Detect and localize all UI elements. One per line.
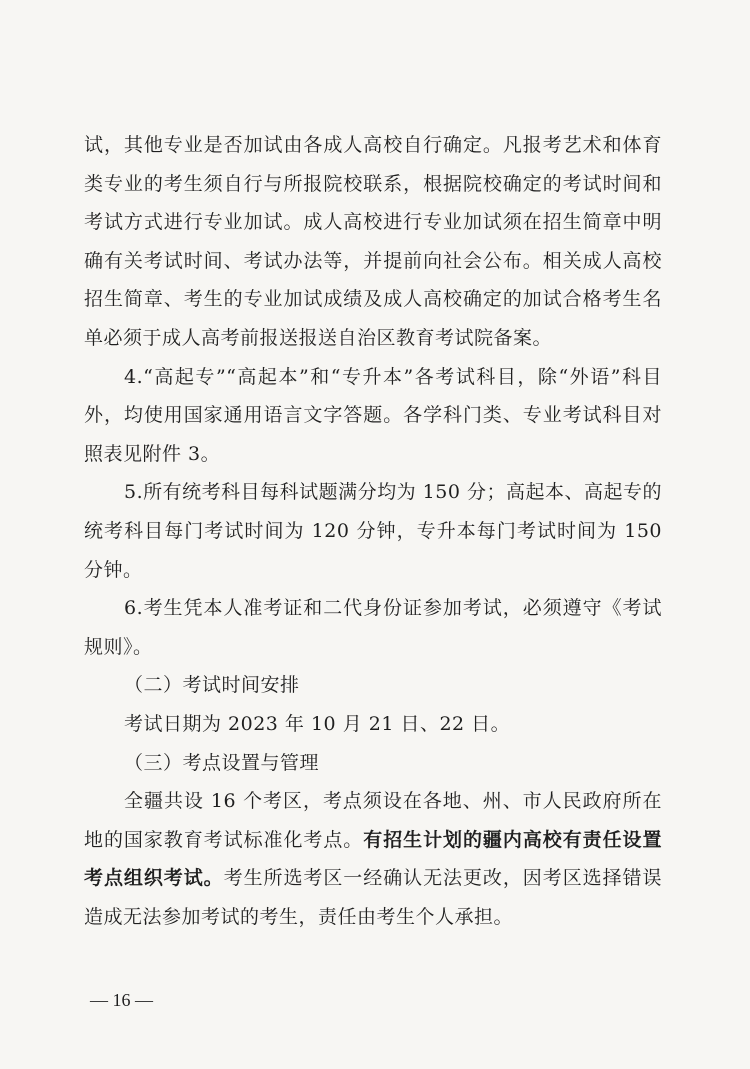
exam-site-text-after: 考生所选考区一经确认无法更改，因考区选择错误造成无法参加考试的考生，责任由考生个人承担。 bbox=[84, 867, 662, 928]
exam-site-bold-requirement: 有招生计划的疆内高校有责任设置考点组织考试。 bbox=[84, 828, 662, 890]
section-heading-exam-schedule: （二）考试时间安排 bbox=[124, 674, 300, 697]
paragraph-exam-score-time: 5.所有统考科目每科试题满分均为 150 分；高起本、高起专的统考科目每门考试时间为 120 分钟，专升本每门考试时间为 150 分钟。 bbox=[84, 481, 662, 581]
section-heading-exam-site: （三）考点设置与管理 bbox=[124, 751, 320, 774]
paragraph-exam-language: 4.“高起专”“高起本”和“专升本”各考试科目，除“外语”科目外，均使用国家通用语言文字答题。各学科门类、专业考试科目对照表见附件 3。 bbox=[84, 365, 662, 465]
page-number: — 16 — bbox=[90, 990, 153, 1010]
paragraph-exam-site-management bbox=[84, 782, 662, 936]
paragraph-exam-id-rules: 6.考生凭本人准考证和二代身份证参加考试，必须遵守《考试规则》。 bbox=[84, 597, 662, 658]
paragraph-exam-additional-test: 试，其他专业是否加试由各成人高校自行确定。凡报考艺术和体育类专业的考生须自行与所报院校联系，根据院校确定的考试时间和考试方式进行专业加试。成人高校进行专业加试须在招生简章中明确有关考试时间、考试办法等，并提前向社会公布。相关成人高校招生简章、考生的专业加试成绩及成人高校确定的加试合格考生名单必须于成人高考前报送报送自治区教育考试院备案。 bbox=[84, 134, 662, 349]
document-body bbox=[84, 126, 662, 936]
paragraph-exam-date: 考试日期为 2023 年 10 月 21 日、22 日。 bbox=[124, 712, 511, 735]
exam-site-text-before: 全疆共设 16 个考区，考点须设在各地、州、市人民政府所在地的国家教育考试标准化考点。 bbox=[84, 790, 662, 851]
